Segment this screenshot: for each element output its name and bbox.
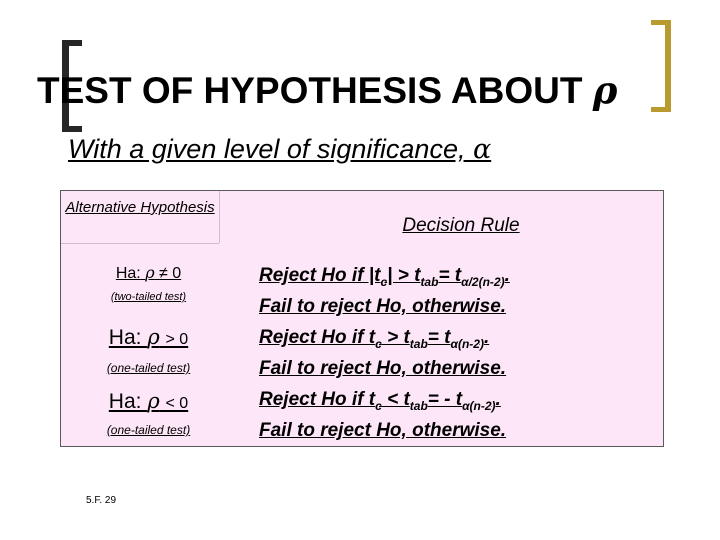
slide-subtitle-text: With a given level of significance, — [68, 134, 466, 164]
header-alternative-hypothesis: Alternative Hypothesis — [65, 199, 215, 216]
decision-rule-table — [60, 190, 664, 506]
table-divider — [61, 243, 219, 244]
rule-reject-right-tailed: Reject Ho if $t_c > t_{tab}= t_{\alpha(n-2)}$. — [259, 327, 490, 351]
rho-symbol: ρ — [147, 389, 160, 413]
slide-subtitle — [68, 134, 491, 165]
ha-two-tailed: Ha: ρ ≠ 0 — [115, 263, 182, 282]
ha-right-tailed: Ha: ρ > 0 — [108, 325, 189, 349]
rule-fail-to-reject: Fail to reject Ho, otherwise. — [259, 420, 507, 441]
tail-label: (two-tailed test) — [110, 291, 187, 303]
page-reference: 5.F. 29 — [86, 495, 117, 506]
tail-label: (one-tailed test) — [106, 361, 191, 375]
rho-symbol: ρ — [147, 325, 160, 349]
rho-symbol: ρ — [145, 263, 155, 282]
ha-left-tailed: Ha: ρ < 0 — [108, 389, 189, 413]
rule-reject-two-tailed: Reject Ho if $|t_c| > t_{tab}= t_{\alpha/2(n-2)}$. — [259, 265, 510, 289]
slide-title-text: TEST OF HYPOTHESIS ABOUT — [37, 70, 583, 111]
slide-title — [37, 68, 677, 112]
table-divider — [219, 191, 220, 243]
header-decision-rule: Decision Rule — [402, 215, 520, 236]
alpha-symbol: α — [472, 134, 492, 165]
rule-fail-to-reject: Fail to reject Ho, otherwise. — [259, 296, 507, 317]
rho-symbol: ρ — [592, 68, 618, 112]
tail-label: (one-tailed test) — [106, 423, 191, 437]
rule-fail-to-reject: Fail to reject Ho, otherwise. — [259, 358, 507, 379]
rule-reject-left-tailed: Reject Ho if $t_c < t_{tab}= - t_{\alpha(n-2)}$. — [259, 389, 501, 413]
